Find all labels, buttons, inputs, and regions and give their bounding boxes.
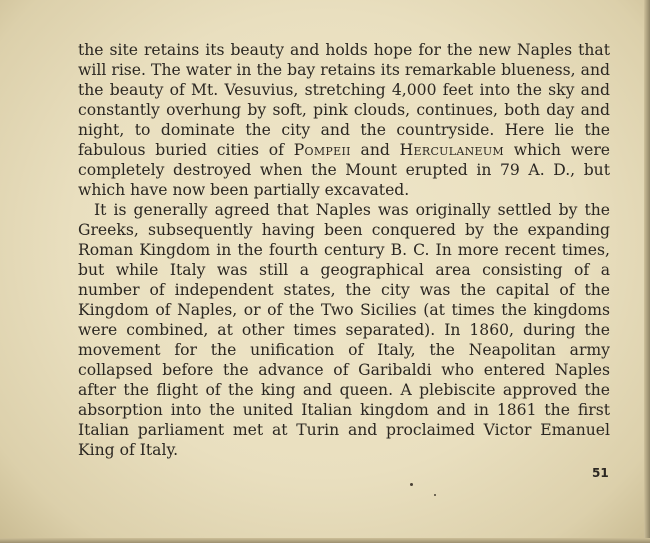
paragraph-1-part-2: which were completely destroyed when the Mount erupted in 79 A. D., but which have now been partially excavated. — [78, 141, 610, 199]
paragraph-1-part-1: the site retains its beauty and holds hope for the new Naples that will rise. The water in the bay retains its remarkable blueness, and the beauty of Mt. Vesuvius, stretching 4,000 feet into the sky and constantly overhung by soft, pink clouds, continues, both day and night, to dominate the city and the countryside. Here lie the fabulous buried cities of — [78, 41, 610, 159]
pompeii-small-caps: Pompeii — [293, 141, 351, 159]
page-edge-shadow — [644, 0, 650, 543]
page-number: 51 — [592, 466, 609, 480]
paragraph-1 — [78, 40, 610, 200]
herculaneum-small-caps: Herculaneum — [399, 141, 504, 159]
body-text — [78, 40, 610, 460]
ink-speck — [434, 494, 436, 496]
page-bottom-edge — [0, 538, 650, 543]
ink-speck — [410, 483, 413, 486]
paragraph-1-and: and — [350, 141, 400, 159]
paragraph-2: It is generally agreed that Naples was originally settled by the Greeks, subsequently having been conquered by the expanding Roman Kingdom in the fourth century B. C. In more recent times, but while Italy was still a geographical area consisting of a number of independent states, the city was the capital of the Kingdom of Naples, or of the Two Sicilies (at times the kingdoms were combined, at other times separated). In 1860, during the movement for the unification of Italy, the Neapolitan army collapsed before the advance of Garibaldi who entered Naples after the flight of the king and queen. A plebiscite approved the absorption into the united Italian kingdom and in 1861 the first Italian parliament met at Turin and proclaimed Victor Emanuel King of Italy. — [78, 201, 610, 459]
